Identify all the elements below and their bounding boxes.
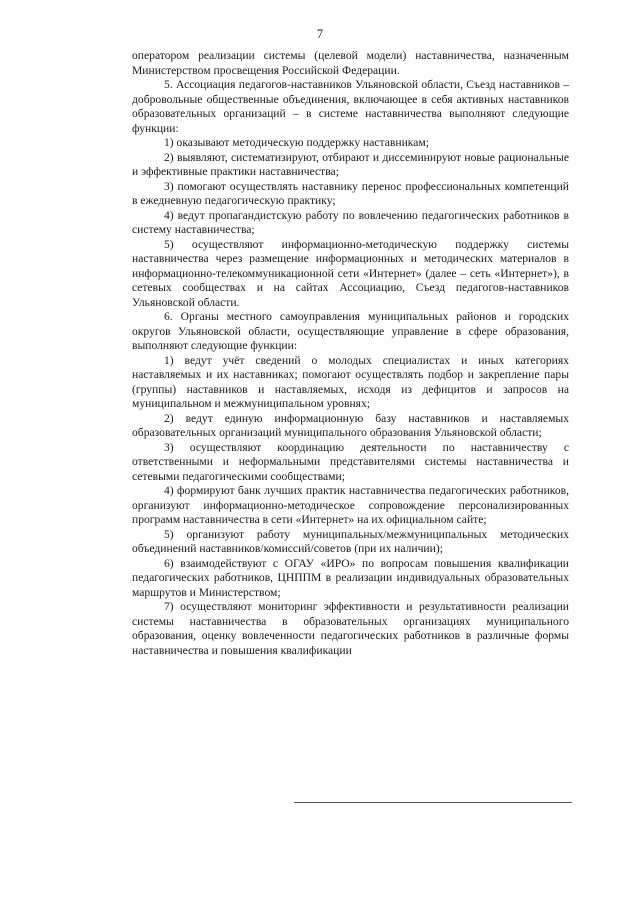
- list-item: 7) осуществляют мониторинг эффективности и результативности реализации системы наставничества в образовательных организациях муниципального образования, оценку вовлеченности педагогических работников в различные формы наставничества и повышения квалификации: [132, 600, 569, 657]
- footer-divider: [294, 802, 572, 803]
- list-item: 6) взаимодействуют с ОГАУ «ИРО» по вопросам повышения квалификации педагогических работников, ЦНППМ в реализации индивидуальных образовательных маршрутов и Министерством;: [132, 556, 569, 599]
- list-item: 2) выявляют, систематизируют, отбирают и диссеминируют новые рациональные и эффективные практики наставничества;: [132, 150, 569, 178]
- page-number: 7: [316, 27, 324, 41]
- list-item: 3) осуществляют координацию деятельности по наставничеству с ответственными и неформальными представителями системы наставничества и сетевыми педагогическими сообществами;: [132, 440, 569, 483]
- list-item: 5) осуществляют информационно-методическую поддержку системы наставничества через размещение информационных и методических материалов в информационно-телекоммуникационной сети «Интернет» (далее – сеть «Интернет»), в сетевых сообществах и на сайтах Ассоциацию, Съезд педагогов-наставников Ульяновской области.: [132, 237, 569, 309]
- list-item: 4) формируют банк лучших практик наставничества педагогических работников, организуют информационно-методическое сопровождение персонализированных программ наставничества в сети «Интернет» на их официальном сайте;: [132, 484, 569, 526]
- list-item: 1) ведут учёт сведений о молодых специалистах и иных категориях наставляемых и их наставниках; помогают осуществлять подбор и закрепление пары (группы) наставников и наставляемых, исходя из дефицитов и запросов на муниципальном и межмуниципальном уровнях;: [132, 353, 569, 410]
- list-item: 4) ведут пропагандистскую работу по вовлечению педагогических работников в систему наставничества;: [132, 208, 569, 236]
- paragraph-item-6: 6. Органы местного самоуправления муниципальных районов и городских округов Ульяновской области, осуществляющие управление в сфере образования, выполняют следующие функции:: [132, 310, 569, 352]
- paragraph-item-5: 5. Ассоциация педагогов-наставников Ульяновской области, Съезд наставников – добровольные общественные объединения, включающее в себя активных наставников образовательных организаций – в системе наставничества выполняют следующие функции:: [132, 78, 569, 135]
- list-item: 3) помогают осуществлять наставнику перенос профессиональных компетенций в ежедневную педагогическую практику;: [132, 179, 569, 207]
- list-item: 5) организуют работу муниципальных/межмуниципальных методических объединений наставников/комиссий/советов (при их наличии);: [132, 527, 569, 555]
- list-item: 1) оказывают методическую поддержку наставникам;: [164, 136, 429, 149]
- document-body: [132, 49, 569, 658]
- paragraph-continuation: оператором реализации системы (целевой модели) наставничества, назначенным Министерством просвещения Российской Федерации.: [132, 49, 569, 77]
- list-item: 2) ведут единую информационную базу наставников и наставляемых образовательных организаций муниципального образования Ульяновской области;: [132, 411, 569, 439]
